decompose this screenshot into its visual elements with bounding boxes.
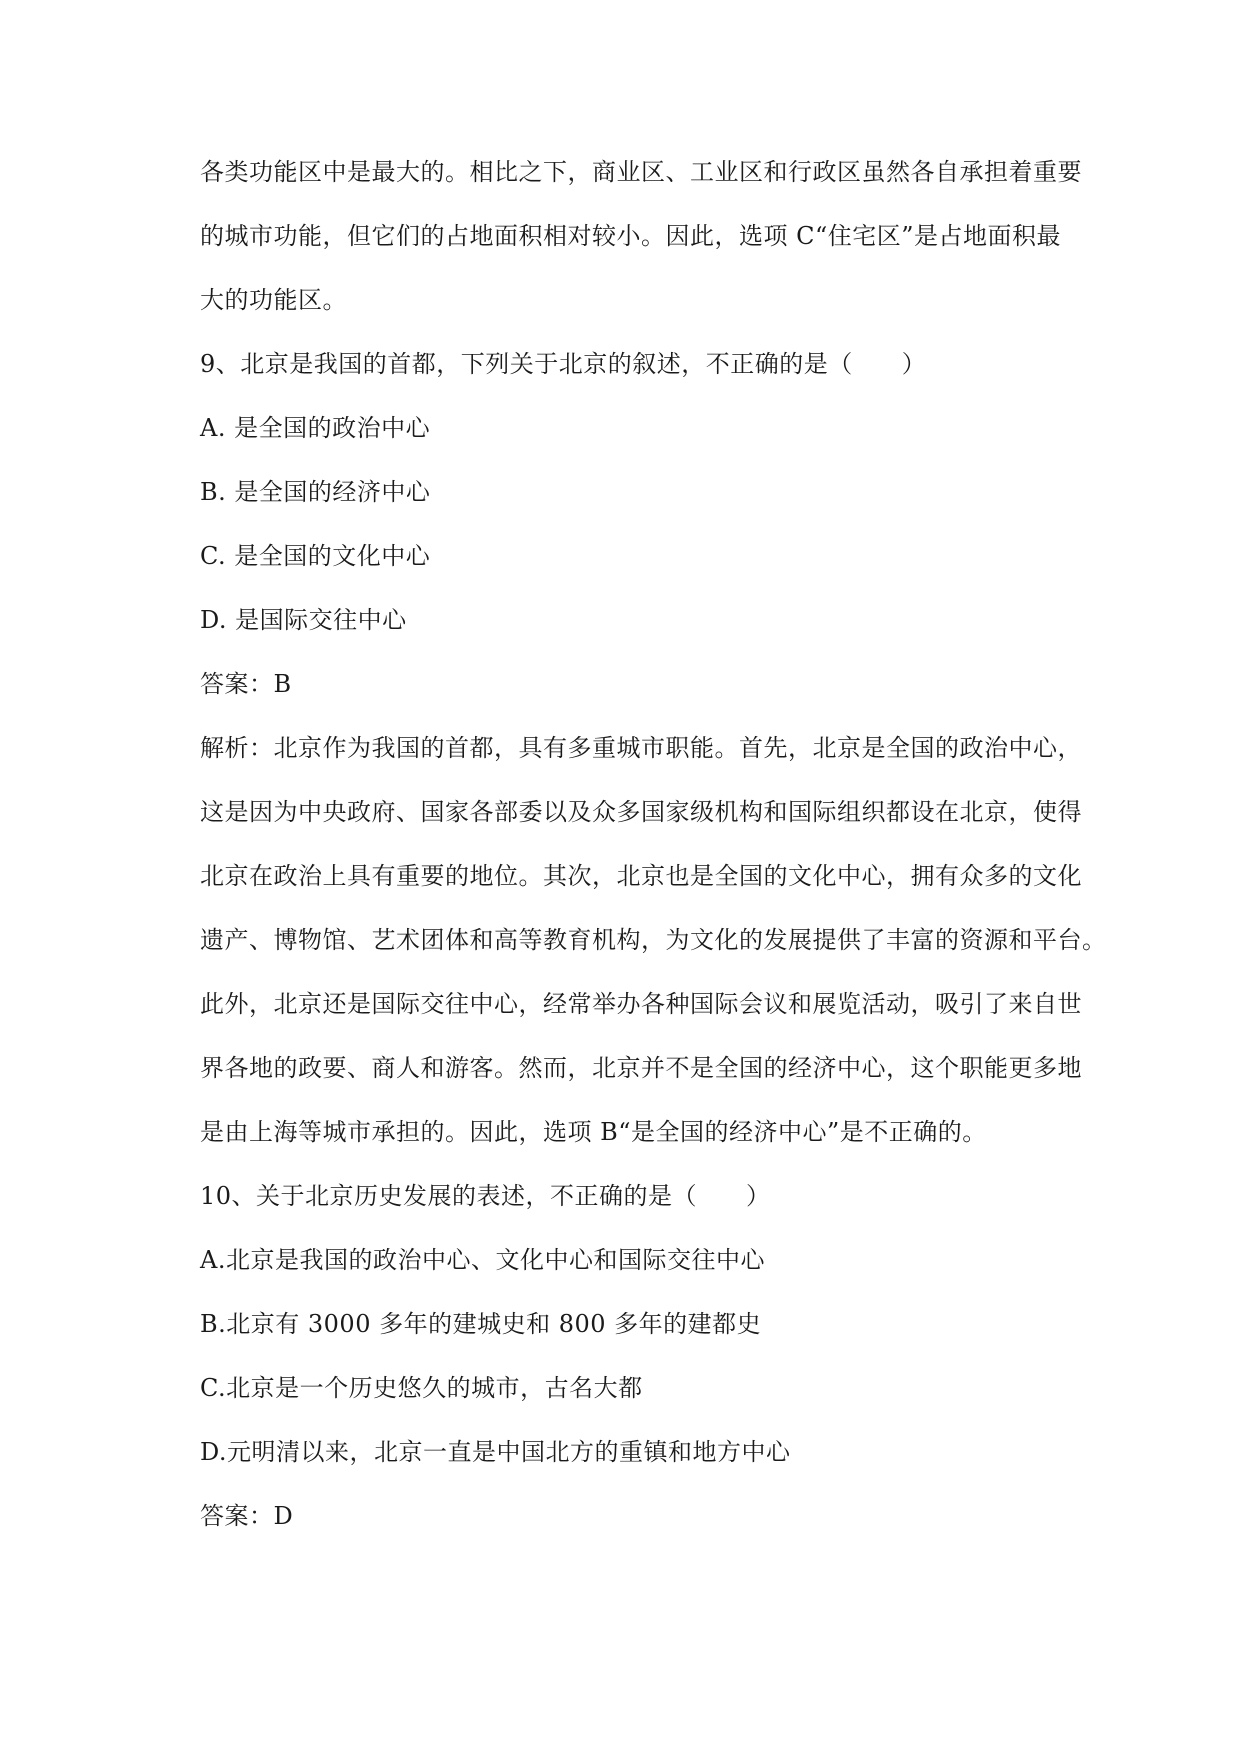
question-10-text: 10、关于北京历史发展的表述，不正确的是（ ）: [200, 1182, 771, 1210]
question-10-option-d: D.元明清以来，北京一直是中国北方的重镇和地方中心: [200, 1438, 791, 1466]
analysis-line: 解析：北京作为我国的首都，具有多重城市职能。首先，北京是全国的政治中心，: [200, 734, 1082, 762]
analysis-line: 是由上海等城市承担的。因此，选项 B“是全国的经济中心”是不正确的。: [200, 1118, 987, 1146]
question-9-analysis: [200, 716, 1107, 1164]
question-9: [200, 332, 1107, 1164]
intro-paragraph: [200, 140, 1100, 332]
analysis-line: 北京在政治上具有重要的地位。其次，北京也是全国的文化中心，拥有众多的文化: [200, 862, 1082, 890]
question-10-option-c: C.北京是一个历史悠久的城市，古名大都: [200, 1374, 643, 1402]
question-9-option-a: A. 是全国的政治中心: [200, 414, 431, 442]
analysis-line: 此外，北京还是国际交往中心，经常举办各种国际会议和展览活动，吸引了来自世: [200, 990, 1082, 1018]
question-10-option-b: B.北京有 3000 多年的建城史和 800 多年的建都史: [200, 1310, 762, 1338]
page-content: [200, 140, 1107, 1548]
analysis-line: 界各地的政要、商人和游客。然而，北京并不是全国的经济中心，这个职能更多地: [200, 1054, 1082, 1082]
question-9-answer: 答案：B: [200, 670, 292, 698]
question-10-option-a: A.北京是我国的政治中心、文化中心和国际交往中心: [200, 1246, 765, 1274]
intro-line: 大的功能区。: [200, 286, 347, 314]
analysis-line: 遗产、博物馆、艺术团体和高等教育机构，为文化的发展提供了丰富的资源和平台。: [200, 926, 1107, 954]
analysis-line: 这是因为中央政府、国家各部委以及众多国家级机构和国际组织都设在北京，使得: [200, 798, 1082, 826]
question-9-option-c: C. 是全国的文化中心: [200, 542, 431, 570]
intro-line: 各类功能区中是最大的。相比之下，商业区、工业区和行政区虽然各自承担着重要: [200, 158, 1082, 186]
question-10: [200, 1164, 1100, 1548]
question-9-option-d: D. 是国际交往中心: [200, 606, 407, 634]
question-9-option-b: B. 是全国的经济中心: [200, 478, 431, 506]
question-9-text: 9、北京是我国的首都，下列关于北京的叙述，不正确的是（ ）: [200, 350, 927, 378]
question-10-answer: 答案：D: [200, 1502, 294, 1530]
intro-line: 的城市功能，但它们的占地面积相对较小。因此，选项 C“住宅区”是占地面积最: [200, 222, 1062, 250]
